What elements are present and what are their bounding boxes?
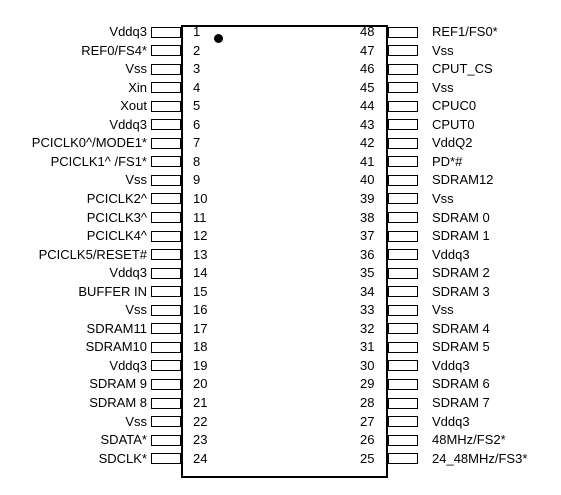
right-pin-number: 26 [360,432,375,448]
left-pin-stub [151,360,181,371]
left-pin-stub [151,175,181,186]
right-pin-stub [388,305,418,316]
right-pin-number: 48 [360,24,375,39]
left-pin-label: SDATA* [100,432,147,448]
left-pin-stub [151,27,181,38]
right-pin-number: 47 [360,42,375,58]
left-pin-stub [151,323,181,334]
left-pin-label: SDRAM 9 [89,376,147,392]
right-pin-number: 31 [360,339,375,355]
right-pin-number: 28 [360,395,375,410]
right-pin-stub [388,268,418,279]
left-pin-label: PCICLK4^ [86,228,147,244]
left-pin-label: Vss [125,413,147,429]
left-pin-number: 15 [193,283,208,299]
right-pin-stub [388,286,418,297]
right-pin-stub [388,193,418,204]
right-pin-stub [388,27,418,38]
right-pin-stub [388,323,418,334]
right-pin-label: CPUT0 [432,116,475,132]
left-pin-stub [151,64,181,75]
right-pin-number: 29 [360,376,375,392]
right-pin-label: Vddq3 [432,357,470,373]
left-pin-number: 16 [193,302,208,318]
left-pin-stub [151,82,181,93]
left-pin-number: 13 [193,246,208,262]
left-pin-label: Vddq3 [109,116,147,132]
left-pin-label: SDCLK* [98,450,147,466]
right-pin-stub [388,453,418,464]
right-pin-label: Vss [432,42,454,58]
left-pin-stub [151,193,181,204]
right-pin-stub [388,101,418,112]
right-pin-number: 25 [360,450,375,466]
right-pin-number: 39 [360,190,375,206]
left-pin-label: BUFFER IN [78,283,147,299]
right-pin-label: CPUC0 [432,98,477,114]
right-pin-label: 48MHz/FS2* [432,432,506,448]
left-pin-stub [151,212,181,223]
left-pin-number: 4 [193,79,201,95]
left-pin-number: 11 [193,209,207,225]
left-pin-number: 19 [193,357,208,373]
left-pin-stub [151,416,181,427]
left-pin-number: 8 [193,153,201,169]
left-pin-number: 6 [193,116,201,132]
left-pin-label: SDRAM 8 [89,395,147,410]
left-pin-number: 7 [193,135,201,151]
left-pin-stub [151,249,181,260]
right-pin-number: 35 [360,265,375,281]
left-pin-label: Vss [125,302,147,318]
left-pin-stub [151,138,181,149]
left-pin-number: 21 [193,395,208,410]
left-pin-label: Xin [128,79,147,95]
left-pin-number: 17 [193,320,208,336]
right-pin-stub [388,175,418,186]
left-pin-label: REF0/FS4* [81,42,147,58]
right-pin-label: CPUT_CS [432,61,493,77]
right-pin-label: SDRAM 1 [432,228,490,244]
right-pin-stub [388,138,418,149]
left-pin-stub [151,398,181,409]
left-pin-label: PCICLK2^ [86,190,147,206]
right-pin-number: 30 [360,357,375,373]
left-pin-stub [151,231,181,242]
right-pin-label: SDRAM 0 [432,209,490,225]
right-pin-label: REF1/FS0* [432,24,498,39]
right-pin-label: SDRAM 4 [432,320,490,336]
left-pin-label: PCICLK3^ [86,209,147,225]
left-pin-number: 22 [193,413,208,429]
right-pin-stub [388,342,418,353]
right-pin-number: 45 [360,79,375,95]
right-pin-label: SDRAM 3 [432,283,490,299]
right-pin-number: 32 [360,320,375,336]
right-pin-number: 44 [360,98,375,114]
left-pin-stub [151,268,181,279]
left-pin-stub [151,342,181,353]
left-pin-label: SDRAM11 [86,320,147,336]
right-pin-stub [388,249,418,260]
right-pin-label: SDRAM 6 [432,376,490,392]
right-pin-stub [388,82,418,93]
left-pin-label: SDRAM10 [85,339,147,355]
right-pin-stub [388,379,418,390]
right-pin-label: Vss [432,79,454,95]
right-pin-label: PD*# [432,153,463,169]
right-pin-stub [388,360,418,371]
right-pin-stub [388,231,418,242]
left-pin-label: PCICLK5/RESET# [38,246,147,262]
left-pin-label: PCICLK1^ /FS1* [50,153,147,169]
right-pin-number: 41 [360,153,375,169]
left-pin-label: Vddq3 [109,24,147,39]
left-pin-stub [151,379,181,390]
left-pin-number: 24 [193,450,208,466]
right-pin-stub [388,156,418,167]
right-pin-label: Vddq3 [432,246,470,262]
right-pin-number: 33 [360,302,375,318]
left-pin-number: 12 [193,228,208,244]
left-pin-number: 23 [193,432,208,448]
left-pin-number: 14 [193,265,208,281]
left-pin-label: Vss [125,61,147,77]
right-pin-number: 36 [360,246,375,262]
right-pin-number: 38 [360,209,375,225]
right-pin-number: 37 [360,228,375,244]
left-pin-number: 9 [193,172,201,188]
right-pin-label: Vddq3 [432,413,470,429]
left-pin-label: Vss [125,172,147,188]
left-pin-stub [151,286,181,297]
left-pin-label: PCICLK0^/MODE1* [31,135,147,151]
left-pin-number: 5 [193,98,201,114]
left-pin-number: 3 [193,61,201,77]
right-pin-label: SDRAM 2 [432,265,490,281]
left-pin-stub [151,453,181,464]
right-pin-number: 34 [360,283,375,299]
left-pin-number: 2 [193,42,201,58]
pin1-marker-dot [214,34,223,43]
left-pin-stub [151,45,181,56]
right-pin-number: 27 [360,413,375,429]
chip-body [181,25,388,478]
left-pin-label: Vddq3 [109,265,147,281]
right-pin-stub [388,212,418,223]
right-pin-label: SDRAM 7 [432,395,490,410]
right-pin-label: VddQ2 [432,135,473,151]
right-pin-stub [388,64,418,75]
left-pin-number: 1 [193,24,201,39]
left-pin-number: 10 [193,190,208,206]
left-pin-number: 18 [193,339,208,355]
right-pin-stub [388,416,418,427]
right-pin-number: 42 [360,135,375,151]
left-pin-number: 20 [193,376,208,392]
right-pin-label: SDRAM 5 [432,339,490,355]
right-pin-stub [388,435,418,446]
right-pin-number: 40 [360,172,375,188]
left-pin-stub [151,156,181,167]
left-pin-label: Vddq3 [109,357,147,373]
right-pin-number: 46 [360,61,375,77]
left-pin-label: Xout [120,98,147,114]
right-pin-label: Vss [432,190,454,206]
left-pin-stub [151,305,181,316]
right-pin-label: 24_48MHz/FS3* [432,450,528,466]
right-pin-label: SDRAM12 [432,172,494,188]
right-pin-label: Vss [432,302,454,318]
right-pin-stub [388,398,418,409]
right-pin-stub [388,119,418,130]
left-pin-stub [151,435,181,446]
right-pin-stub [388,45,418,56]
right-pin-number: 43 [360,116,375,132]
left-pin-stub [151,119,181,130]
left-pin-stub [151,101,181,112]
